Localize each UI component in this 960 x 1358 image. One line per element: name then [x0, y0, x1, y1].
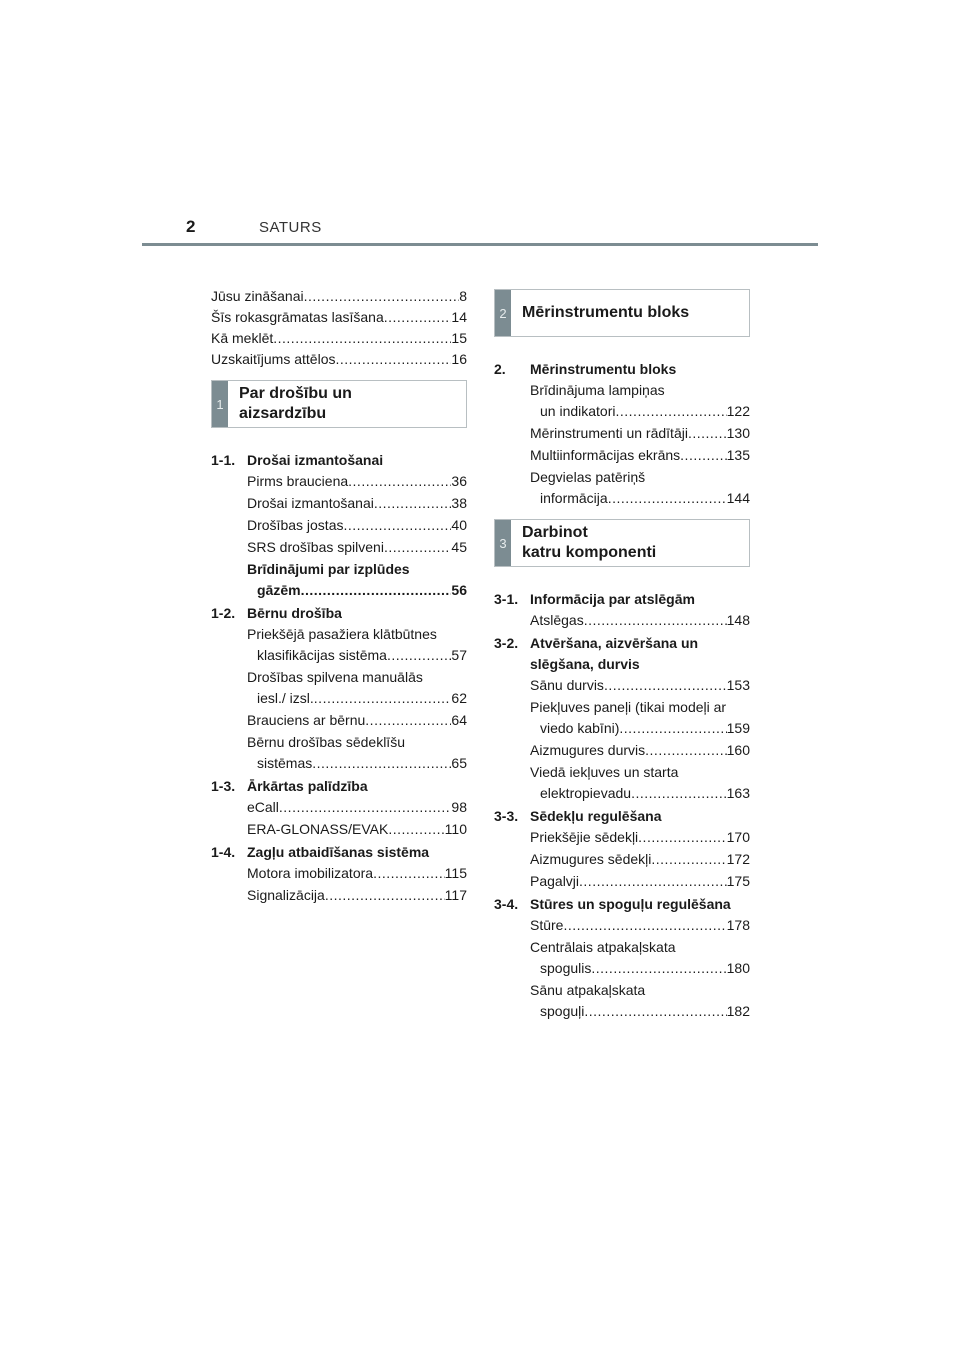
- entry-page: 180: [726, 960, 750, 976]
- section-heading[interactable]: [494, 359, 750, 380]
- toc-item[interactable]: [530, 675, 750, 696]
- item-text-line2[interactable]: [530, 958, 750, 979]
- item-entry[interactable]: [530, 610, 750, 631]
- item-entry[interactable]: [247, 493, 467, 514]
- chapter-title-line1: Par drošību un: [239, 385, 352, 402]
- item-text-line2[interactable]: [247, 688, 467, 709]
- entry-page: 57: [451, 647, 467, 663]
- dot-leader: [608, 488, 727, 509]
- dot-leader: [604, 675, 727, 696]
- dot-leader: [384, 307, 452, 328]
- entry-text: Stūre: [530, 917, 564, 933]
- section-title-line2: slēgšana, durvis: [530, 656, 640, 672]
- section-heading[interactable]: [494, 589, 750, 610]
- entry-page: 64: [451, 712, 467, 728]
- item-text-line1: Drošības spilvena manuālās: [247, 669, 423, 685]
- section-title: Atvēršana, aizvēršana un: [530, 635, 699, 651]
- entry-page: 110: [444, 821, 467, 837]
- toc-section: [494, 589, 750, 631]
- toc-section: [211, 776, 467, 840]
- entry-page: 135: [726, 447, 750, 463]
- dot-leader: [304, 286, 460, 307]
- item-text-line2[interactable]: [530, 488, 750, 509]
- item-text-line2[interactable]: [247, 645, 467, 666]
- dot-leader: [688, 423, 727, 444]
- item-entry[interactable]: [530, 827, 750, 848]
- item-text-line1: Viedā iekļuves un starta: [530, 764, 679, 780]
- section-title-wrap: [247, 450, 383, 471]
- item-entry[interactable]: [530, 871, 750, 892]
- entry-page: 56: [451, 582, 467, 598]
- dot-leader: [374, 493, 452, 514]
- section-items: [211, 797, 467, 840]
- section-heading[interactable]: [211, 776, 467, 797]
- toc-top-entry[interactable]: [211, 307, 467, 328]
- entry-text: Priekšējie sēdekļi: [530, 829, 639, 845]
- entry-page: 36: [451, 473, 467, 489]
- toc-item[interactable]: [247, 624, 467, 666]
- section-code: 3-2.: [494, 635, 519, 651]
- item-text-line2[interactable]: [530, 401, 750, 422]
- toc-section: [211, 603, 467, 774]
- entry-text: Pagalvji: [530, 873, 580, 889]
- entry-text: informācija: [540, 490, 608, 506]
- section-title-wrap: [530, 359, 676, 380]
- entry-page: 40: [451, 517, 467, 533]
- section-code: 2.: [494, 361, 506, 377]
- entry-text: un indikatori: [540, 403, 616, 419]
- entry-page: 98: [451, 799, 467, 815]
- toc-item[interactable]: [247, 667, 467, 709]
- section-title-wrap: [247, 842, 429, 863]
- header-rule: [142, 243, 818, 246]
- toc-item[interactable]: [530, 915, 750, 936]
- item-text-line1: Centrālais atpakaļskata: [530, 939, 676, 955]
- dot-leader: [312, 753, 451, 774]
- item-entry[interactable]: [247, 885, 467, 906]
- item-text-line1: Sānu atpakaļskata: [530, 982, 646, 998]
- section-items: [211, 863, 467, 906]
- dot-leader: [384, 537, 451, 558]
- dot-leader: [325, 885, 445, 906]
- chapter-title-line2: katru komponenti: [522, 544, 657, 561]
- toc-section: [494, 359, 750, 509]
- chapter-tab-1[interactable]: [211, 380, 467, 428]
- section-title: Informācija par atslēgām: [530, 591, 695, 607]
- toc-item[interactable]: [530, 980, 750, 1022]
- entry-page: 159: [726, 720, 750, 736]
- item-text-line1: Bērnu drošības sēdeklīšu: [247, 734, 405, 750]
- toc-item[interactable]: [530, 610, 750, 631]
- chapter-number: 3: [495, 520, 511, 566]
- entry-page: 130: [726, 425, 750, 441]
- section-heading[interactable]: [494, 806, 750, 827]
- dot-leader: [579, 871, 727, 892]
- entry-text: gāzēm: [257, 582, 301, 598]
- chapter-title: [228, 381, 352, 427]
- section-code: 3-1.: [494, 591, 519, 607]
- toc-section: [494, 633, 750, 804]
- entry-page: 14: [451, 309, 467, 325]
- item-text-line2[interactable]: [530, 1001, 750, 1022]
- section-title: Zagļu atbaidīšanas sistēma: [247, 844, 430, 860]
- entry-text: Jūsu zināšanai: [211, 288, 304, 304]
- item-text-line1: Piekļuves paneļi (tikai modeļi ar: [530, 699, 727, 715]
- section-title-wrap: [530, 806, 662, 827]
- entry-text: elektropievadu: [540, 785, 632, 801]
- section-code: 1-3.: [211, 778, 236, 794]
- chapter-number: 1: [212, 381, 228, 427]
- entry-text: klasifikācijas sistēma: [257, 647, 387, 663]
- dot-leader: [314, 688, 452, 709]
- item-text-line2[interactable]: [530, 718, 750, 739]
- section-code: 3-4.: [494, 896, 519, 912]
- toc-item[interactable]: [247, 732, 467, 774]
- toc-item[interactable]: [247, 471, 467, 492]
- entry-page: 38: [451, 495, 467, 511]
- entry-text: iesl./ izsl.: [257, 690, 314, 706]
- item-text-line2[interactable]: [530, 783, 750, 804]
- toc-item[interactable]: [247, 885, 467, 906]
- section-title-wrap: [530, 894, 731, 915]
- entry-text: eCall: [247, 799, 279, 815]
- toc-left-column: [211, 286, 467, 907]
- section-heading[interactable]: [494, 894, 750, 915]
- section-title: Mērinstrumentu bloks: [530, 361, 677, 377]
- dot-leader: [373, 863, 445, 884]
- entry-page: 160: [726, 742, 750, 758]
- chapter-tab-2[interactable]: [494, 289, 750, 337]
- chapter-number: 2: [495, 290, 511, 336]
- entry-page: 144: [726, 490, 750, 506]
- item-entry[interactable]: [530, 675, 750, 696]
- dot-leader: [584, 610, 727, 631]
- entry-text: Motora imobilizatora: [247, 865, 374, 881]
- toc-item[interactable]: [247, 559, 467, 601]
- chapter-title: [511, 290, 689, 336]
- section-title: Drošai izmantošanai: [247, 452, 384, 468]
- dot-leader: [365, 710, 451, 731]
- entry-page: 65: [451, 755, 467, 771]
- toc-item[interactable]: [247, 710, 467, 731]
- dot-leader: [631, 783, 727, 804]
- item-entry[interactable]: [530, 445, 750, 466]
- item-text-line2[interactable]: [247, 580, 467, 601]
- section-heading[interactable]: [494, 633, 750, 675]
- item-entry[interactable]: [247, 471, 467, 492]
- section-items: [494, 675, 750, 804]
- section-items: [494, 915, 750, 1022]
- section-title-wrap: [530, 589, 695, 610]
- entry-text: Multiinformācijas ekrāns: [530, 447, 681, 463]
- toc-item[interactable]: [247, 493, 467, 514]
- item-text-line1: Brīdinājuma lampiņas: [530, 382, 665, 398]
- chapter-tab-3[interactable]: [494, 519, 750, 567]
- toc-top-entry[interactable]: [211, 328, 467, 349]
- entry-text: Šīs rokasgrāmatas lasīšana: [211, 309, 384, 325]
- toc-section: [494, 894, 750, 1022]
- toc-top-entry[interactable]: [211, 286, 467, 307]
- entry-page: 117: [444, 887, 467, 903]
- entry-text: spogulis: [540, 960, 592, 976]
- item-entry[interactable]: [247, 710, 467, 731]
- entry-text: ERA-GLONASS/EVAK: [247, 821, 389, 837]
- toc-section: [211, 842, 467, 906]
- item-entry[interactable]: [530, 423, 750, 444]
- entry-text: Brauciens ar bērnu: [247, 712, 366, 728]
- dot-leader: [645, 740, 726, 761]
- dot-leader: [343, 515, 451, 536]
- section-code: 3-3.: [494, 808, 519, 824]
- entry-text: Signalizācija: [247, 887, 325, 903]
- section-code: 1-1.: [211, 452, 236, 468]
- entry-text: spoguļi: [540, 1003, 585, 1019]
- dot-leader: [680, 445, 726, 466]
- entry-text: Mērinstrumenti un rādītāji: [530, 425, 688, 441]
- entry-page: 175: [726, 873, 750, 889]
- entry-text: Atslēgas: [530, 612, 584, 628]
- toc-item[interactable]: [530, 697, 750, 739]
- entry-text: Drošai izmantošanai: [247, 495, 374, 511]
- entry-page: 153: [726, 677, 750, 693]
- toc-item[interactable]: [530, 445, 750, 466]
- section-code: 1-4.: [211, 844, 236, 860]
- entry-page: 8: [459, 288, 467, 304]
- entry-text: SRS drošības spilveni: [247, 539, 384, 555]
- item-entry[interactable]: [530, 849, 750, 870]
- section-title: Bērnu drošība: [247, 605, 342, 621]
- chapter-title: [511, 520, 656, 566]
- page-number: 2: [186, 217, 196, 236]
- toc-item[interactable]: [247, 537, 467, 558]
- dot-leader: [279, 797, 452, 818]
- toc-item[interactable]: [530, 423, 750, 444]
- entry-text: Aizmugures sēdekļi: [530, 851, 652, 867]
- entry-page: 62: [451, 690, 467, 706]
- entry-text: sistēmas: [257, 755, 313, 771]
- item-text-line2[interactable]: [247, 753, 467, 774]
- entry-text: Drošības jostas: [247, 517, 344, 533]
- section-heading[interactable]: [211, 842, 467, 863]
- entry-text: Kā meklēt: [211, 330, 274, 346]
- section-title: Ārkārtas palīdzība: [247, 778, 368, 794]
- entry-page: 45: [451, 539, 467, 555]
- dot-leader: [584, 1001, 726, 1022]
- item-entry[interactable]: [530, 915, 750, 936]
- entry-text: Sānu durvis: [530, 677, 604, 693]
- entry-page: 16: [451, 351, 467, 367]
- item-entry[interactable]: [247, 515, 467, 536]
- dot-leader: [273, 328, 451, 349]
- section-title-wrap: [247, 603, 342, 624]
- dot-leader: [348, 471, 451, 492]
- item-entry[interactable]: [247, 819, 467, 840]
- toc-item[interactable]: [530, 827, 750, 848]
- item-entry[interactable]: [247, 537, 467, 558]
- entry-page: 172: [726, 851, 750, 867]
- dot-leader: [335, 349, 451, 370]
- item-text-line1: Brīdinājumi par izplūdes: [247, 561, 410, 577]
- item-entry[interactable]: [247, 863, 467, 884]
- section-title: Sēdekļu regulēšana: [530, 808, 662, 824]
- dot-leader: [651, 849, 726, 870]
- section-items: [494, 827, 750, 892]
- toc-item[interactable]: [247, 819, 467, 840]
- toc-item[interactable]: [530, 380, 750, 422]
- section-items: [494, 610, 750, 631]
- toc-item[interactable]: [530, 740, 750, 761]
- page-title: SATURS: [259, 219, 322, 236]
- toc-item[interactable]: [530, 849, 750, 870]
- chapter-title-line1: Darbinot: [522, 524, 588, 541]
- section-items: [211, 624, 467, 774]
- dot-leader: [387, 645, 451, 666]
- entry-page: 178: [726, 917, 750, 933]
- entry-page: 163: [726, 785, 750, 801]
- dot-leader: [619, 718, 726, 739]
- dot-leader: [563, 915, 726, 936]
- chapter-title-line2: aizsardzību: [239, 405, 327, 422]
- entry-page: 170: [726, 829, 750, 845]
- chapter-title-line1: Mērinstrumentu bloks: [522, 304, 690, 321]
- section-items: [494, 380, 750, 509]
- entry-text: Pirms brauciena: [247, 473, 349, 489]
- toc-item[interactable]: [530, 937, 750, 979]
- section-code: 1-2.: [211, 605, 236, 621]
- dot-leader: [591, 958, 726, 979]
- item-entry[interactable]: [247, 797, 467, 818]
- section-title-wrap: [247, 776, 368, 797]
- entry-page: 15: [451, 330, 467, 346]
- dot-leader: [616, 401, 727, 422]
- entry-page: 148: [726, 612, 750, 628]
- toc-section: [494, 806, 750, 892]
- dot-leader: [638, 827, 726, 848]
- toc-item[interactable]: [247, 863, 467, 884]
- toc-item[interactable]: [530, 871, 750, 892]
- toc-right-column: [494, 289, 750, 1023]
- toc-item[interactable]: [530, 762, 750, 804]
- section-items: [211, 471, 467, 601]
- entry-page: 122: [726, 403, 750, 419]
- item-text-line1: Degvielas patēriņš: [530, 469, 646, 485]
- section-title: Stūres un spoguļu regulēšana: [530, 896, 731, 912]
- toc-item[interactable]: [530, 467, 750, 509]
- dot-leader: [388, 819, 444, 840]
- toc-item[interactable]: [247, 515, 467, 536]
- dot-leader: [301, 580, 452, 601]
- toc-top-entry[interactable]: [211, 349, 467, 370]
- toc-section: [211, 450, 467, 601]
- entry-text: Uzskaitījums attēlos: [211, 351, 336, 367]
- entry-page: 182: [726, 1003, 750, 1019]
- section-title-wrap: [530, 633, 698, 675]
- section-heading[interactable]: [211, 450, 467, 471]
- section-heading[interactable]: [211, 603, 467, 624]
- entry-text: Aizmugures durvis: [530, 742, 646, 758]
- item-text-line1: Priekšējā pasažiera klātbūtnes: [247, 626, 437, 642]
- toc-item[interactable]: [247, 797, 467, 818]
- entry-page: 115: [444, 865, 467, 881]
- entry-text: viedo kabīni): [540, 720, 620, 736]
- item-entry[interactable]: [530, 740, 750, 761]
